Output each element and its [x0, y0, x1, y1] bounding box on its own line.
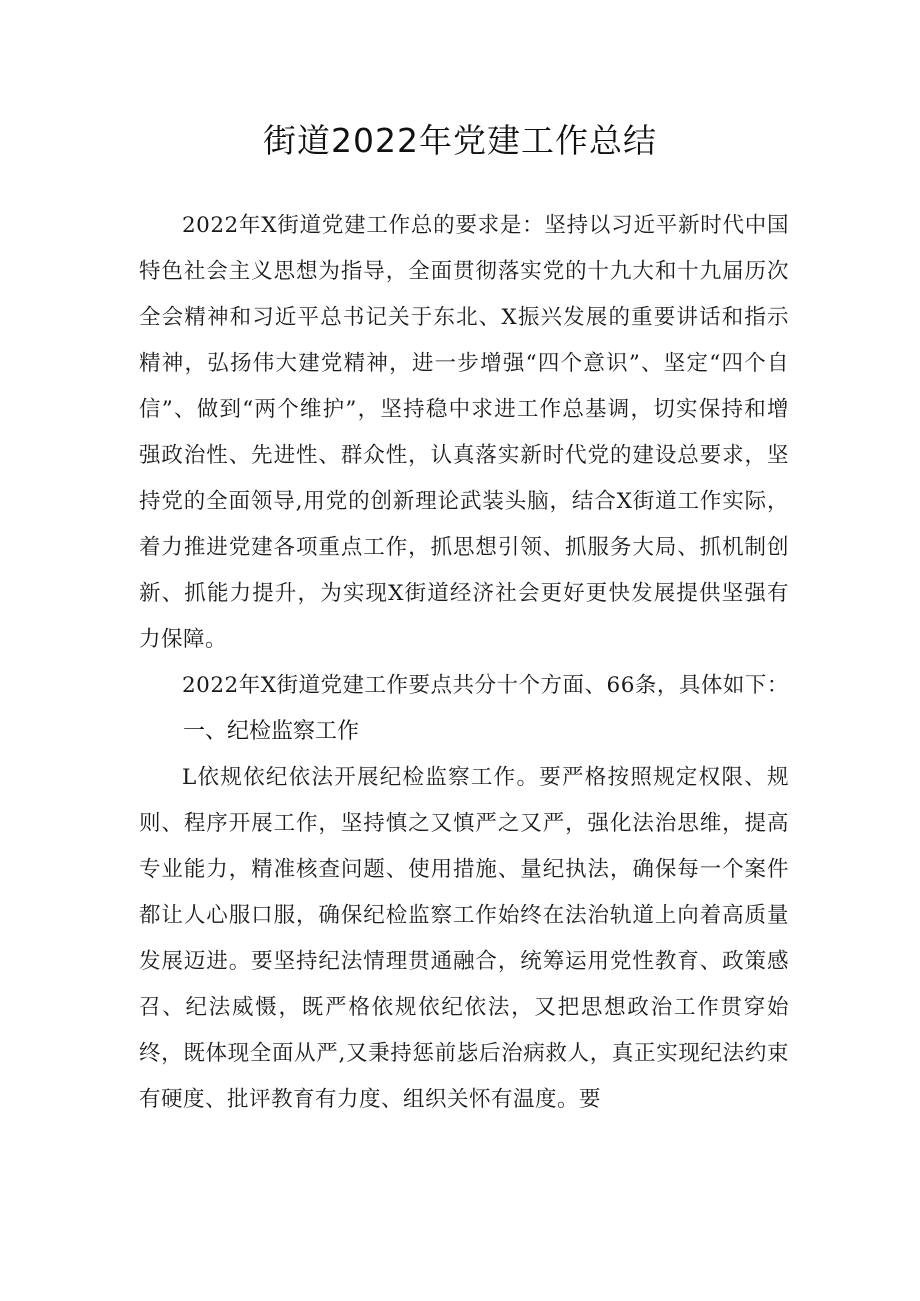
intro-paragraph: 2022年X街道党建工作总的要求是：坚持以习近平新时代中国特色社会主义思想为指导，全面贯彻落实党的十九大和十九届历次全会精神和习近平总书记关于东北、X振兴发展的重要讲话和指示精神，弘扬伟大建党精神，进一步增强“四个意识”、坚定“四个自信”、做到“两个维护”，坚持稳中求进工作总基调，切实保持和增强政治性、先进性、群众性，认真落实新时代党的建设总要求，坚持党的全面领导,用党的创新理论武装头脑，结合X街道工作实际，着力推进党建各项重点工作，抓思想引领、抓服务大局、抓机制创新、抓能力提升，为实现X街道经济社会更好更快发展提供坚强有力保障。: [139, 213, 789, 652]
outline-paragraph: 2022年X街道党建工作要点共分十个方面、66条，具体如下：: [182, 673, 789, 698]
document-body: [139, 203, 789, 1123]
section-heading-discipline-inspection: 一、纪检监察工作: [183, 719, 360, 744]
section-paragraph: L依规依纪依法开展纪检监察工作。要严格按照规定权限、规则、程序开展工作，坚持慎之又慎严之又严，强化法治思维，提高专业能力，精准核查问题、使用措施、量纪执法，确保每一个案件都让人心服口服，确保纪检监察工作始终在法治轨道上向着高质量发展迈进。要坚持纪法情理贯通融合，统筹运用党性教育、政策感召、纪法威慑，既严格依规依纪依法，又把思想政治工作贯穿始终，既体现全面从严,又秉持惩前毖后治病救人，真正实现纪法约束有硬度、批评教育有力度、组织关怀有温度。要: [139, 765, 789, 1112]
document-title: 街道2022年党建工作总结: [263, 121, 657, 160]
